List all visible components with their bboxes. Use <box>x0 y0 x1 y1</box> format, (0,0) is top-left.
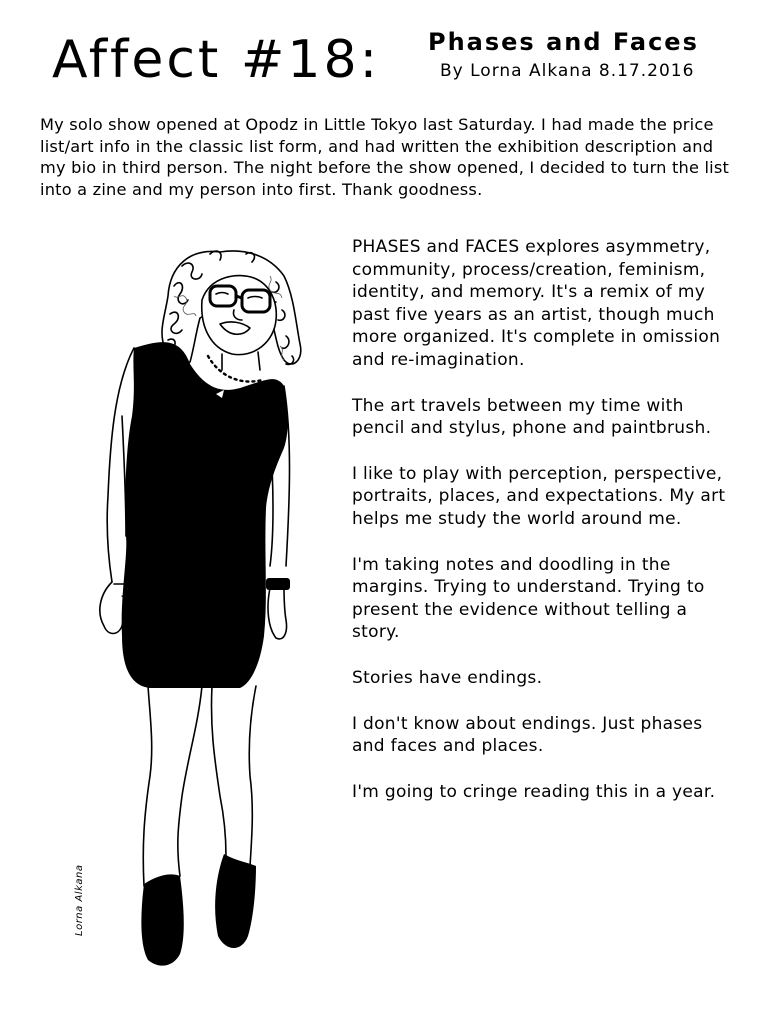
page-subtitle: Phases and Faces <box>428 28 699 56</box>
statement-paragraph: I'm taking notes and doodling in the margins. Trying to understand. Trying to present the evidence without telling a story. <box>352 554 705 643</box>
statement-paragraph: PHASES and FACES explores asymmetry, community, process/creation, feminism, identity, and memory. It's a remix of my past five years as an artist, though much more organized. It's complete in omission and re-imagination. <box>352 237 721 370</box>
statement-paragraph: The art travels between my time with pencil and stylus, phone and paintbrush. <box>352 395 712 439</box>
portrait-drawing-icon <box>70 236 320 966</box>
intro-paragraph: My solo show opened at Opodz in Little Tokyo last Saturday. I had made the price list/art info in the classic list form, and had written the exhibition description and my bio in third person. The night before the show opened, I decided to turn the list into a zine and my person into first. Thank goodness. <box>40 115 730 199</box>
artist-statement <box>352 236 732 826</box>
statement-paragraph: I'm going to cringe reading this in a year. <box>352 781 716 802</box>
page-title: Affect #18: <box>52 30 381 90</box>
byline: By Lorna Alkana 8.17.2016 <box>440 61 695 81</box>
statement-paragraph: I don't know about endings. Just phases and faces and places. <box>352 713 703 757</box>
self-portrait-illustration <box>70 236 320 966</box>
artist-signature: Lorna Alkana <box>74 864 85 936</box>
statement-paragraph: I like to play with perception, perspective, portraits, places, and expectations. My art helps me study the world around me. <box>352 463 726 529</box>
statement-paragraph: Stories have endings. <box>352 667 543 688</box>
